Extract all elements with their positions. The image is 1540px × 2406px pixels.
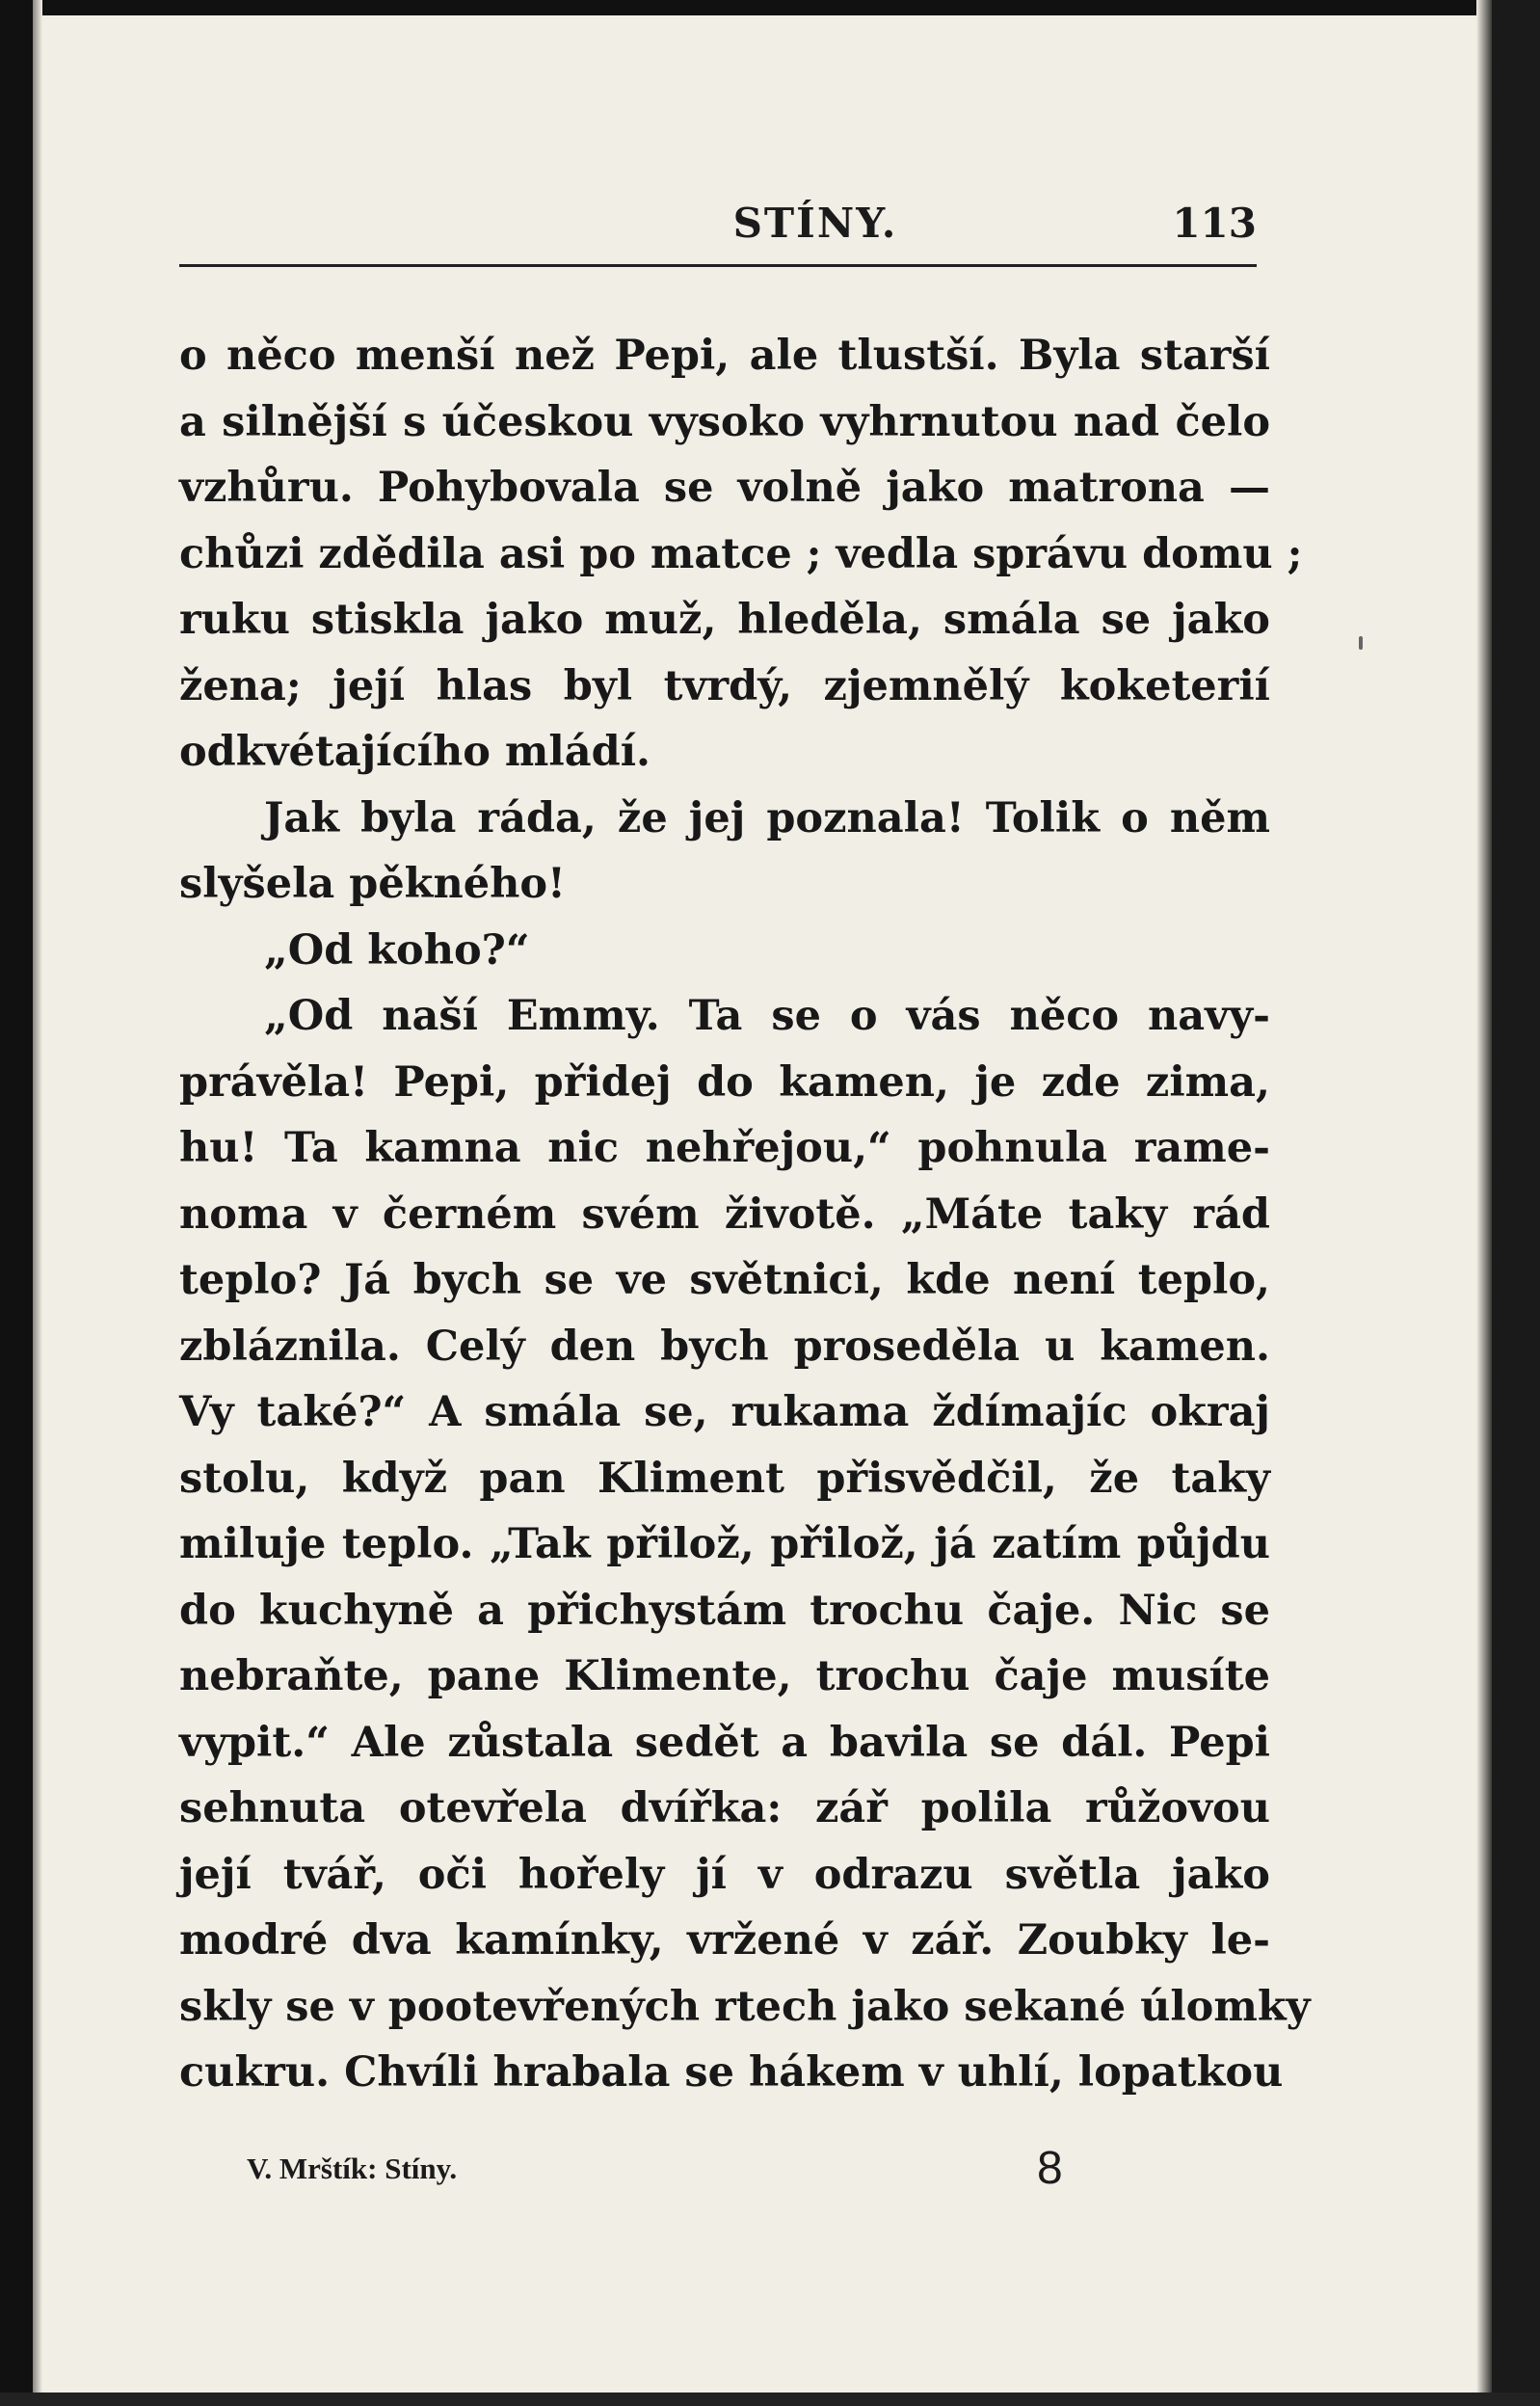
scan-right-edge <box>1492 0 1540 2406</box>
scan-top-edge <box>0 0 1540 15</box>
text-line: teplo? Já bych se ve světnici, kde není teplo, <box>179 1256 1270 1304</box>
text-line: hu! Ta kamna nic nehřejou,“ pohnula rame- <box>179 1124 1270 1172</box>
text-line: Jak byla ráda, že jej poznala! Tolik o něm <box>264 793 1270 842</box>
text-line: její tvář, oči hořely jí v odrazu světla jako <box>179 1850 1270 1899</box>
text-line: právěla! Pepi, přidej do kamen, je zde zima, <box>179 1057 1270 1107</box>
text-line: žena; její hlas byl tvrdý, zjemnělý koketerií <box>179 661 1270 710</box>
signature-number: 8 <box>1037 2143 1063 2194</box>
page-number: 113 <box>1172 200 1257 247</box>
text-line: noma v černém svém životě. „Máte taky rád <box>179 1190 1270 1239</box>
text-line: Vy také?“ A smála se, rukama ždímajíc okraj <box>179 1388 1270 1436</box>
text-line: miluje teplo. „Tak přilož, přilož, já zatím půjdu <box>179 1520 1270 1568</box>
text-line: chůzi zdědila asi po matce ; vedla správu domu ; <box>179 529 1303 578</box>
page-header <box>179 193 1257 254</box>
text-line: sehnuta otevřela dvířka: zář polila růžovou <box>179 1784 1270 1832</box>
text-line: nebraňte, pane Klimente, trochu čaje musíte <box>179 1652 1270 1700</box>
text-line: vypit.“ Ale zůstala sedět a bavila se dál. Pepi <box>179 1718 1270 1767</box>
signature-mark: V. Mrštík: Stíny. <box>247 2152 458 2185</box>
running-head: STÍNY. <box>732 200 898 247</box>
scan-speck <box>1359 636 1363 650</box>
text-line: vzhůru. Pohybovala se volně jako matrona — <box>179 464 1270 512</box>
body-text <box>179 323 1311 2106</box>
text-line: „Od koho?“ <box>264 925 530 975</box>
page-footer <box>179 2142 1257 2209</box>
scan-bottom-edge <box>0 2393 1540 2406</box>
text-line: do kuchyně a přichystám trochu čaje. Nic se <box>179 1586 1270 1635</box>
text-line: zbláznila. Celý den bych proseděla u kamen. <box>179 1322 1270 1371</box>
text-line: stolu, když pan Kliment přisvědčil, že taky <box>179 1454 1270 1503</box>
text-line: modré dva kamínky, vržené v zář. Zoubky le- <box>179 1916 1270 1965</box>
scan-right-shadow <box>1476 0 1492 2406</box>
text-line: „Od naší Emmy. Ta se o vás něco navy- <box>264 992 1270 1040</box>
text-line: ruku stiskla jako muž, hleděla, smála se jako <box>179 596 1270 644</box>
text-line: o něco menší než Pepi, ale tlustší. Byla starší <box>179 332 1270 380</box>
scan-left-shadow <box>33 0 42 2406</box>
scan-left-edge <box>0 0 33 2406</box>
text-line: a silnější s účeskou vysoko vyhrnutou nad čelo <box>179 397 1270 446</box>
text-line: skly se v pootevřených rtech jako sekané úlomky <box>179 1982 1311 2031</box>
text-line: slyšela pěkného! <box>179 860 566 908</box>
text-line: cukru. Chvíli hrabala se hákem v uhlí, lopatkou <box>179 2048 1284 2097</box>
header-rule <box>179 264 1257 267</box>
text-line: odkvétajícího mládí. <box>179 728 651 776</box>
